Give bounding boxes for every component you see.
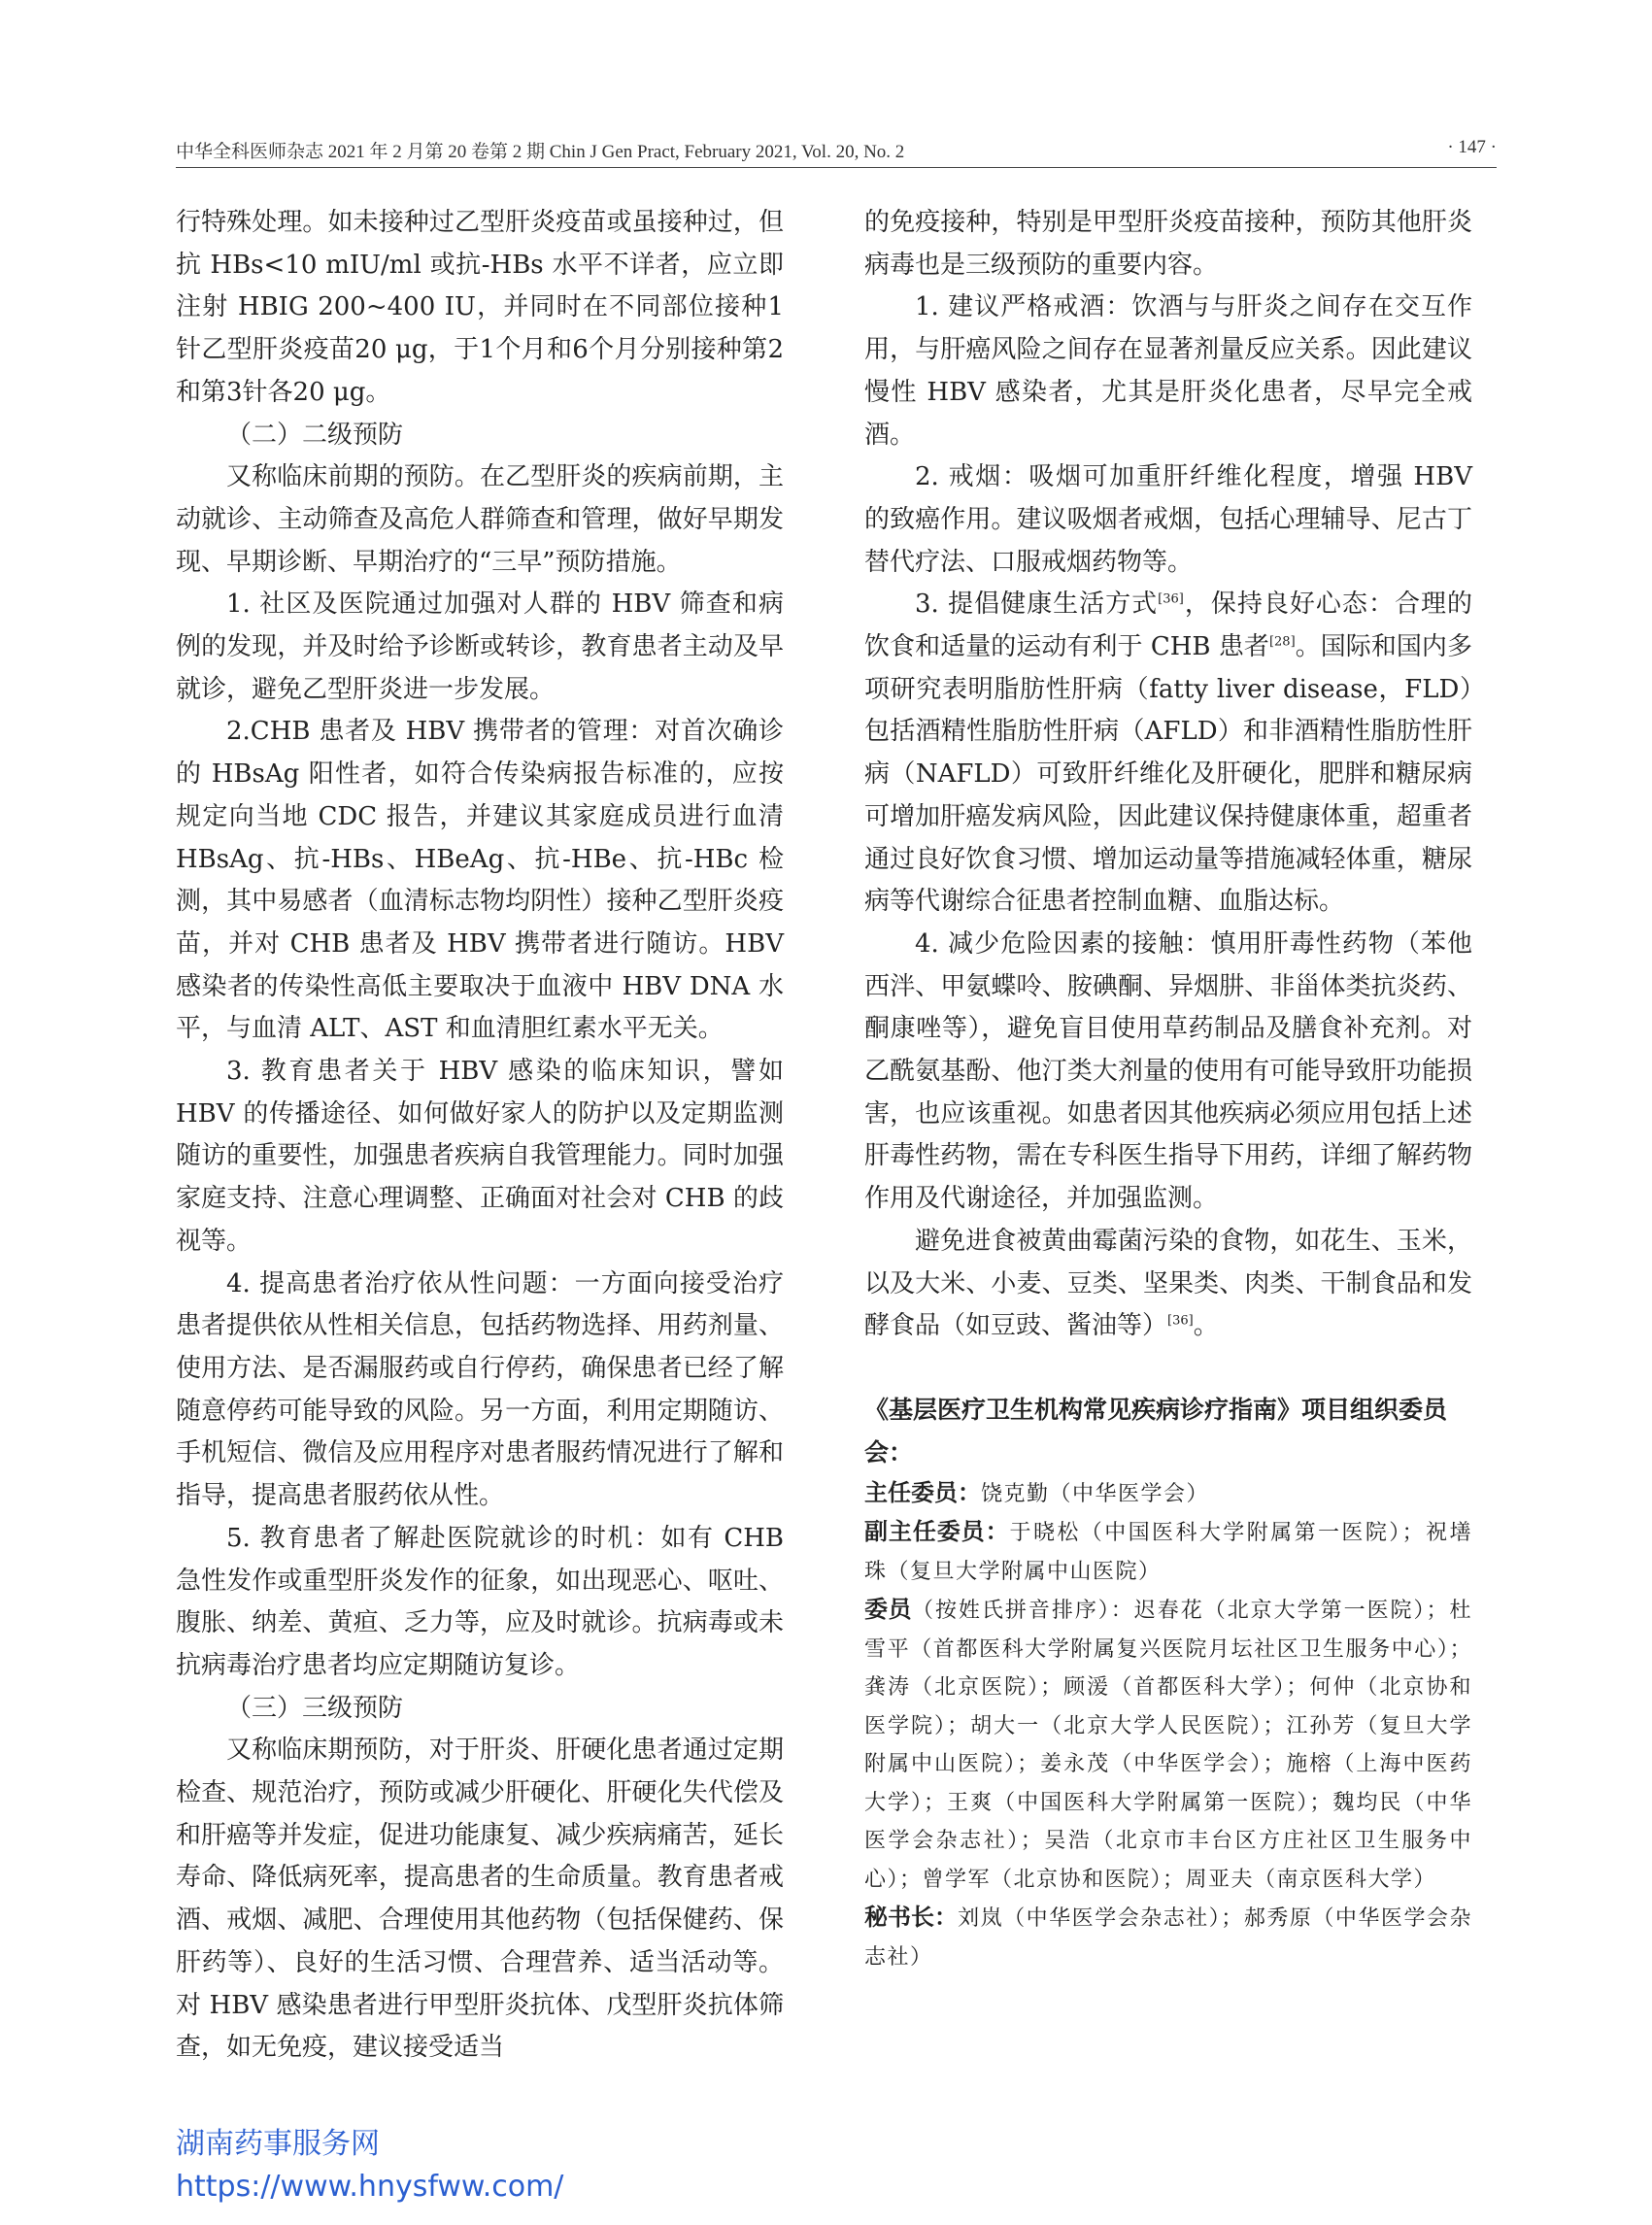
paragraph: 4. 减少危险因素的接触：慎用肝毒性药物（苯他西泮、甲氨蝶呤、胺碘酮、异烟肼、非甾体类抗炎药、酮康唑等），避免盲目使用草药制品及膳食补充剂。对乙酰氨基酚、他汀类大剂量的使用有可能导致肝功能损害，也应该重视。如患者因其他疾病必须应用包括上述肝毒性药物，需在专科医生指导下用药，详细了解药物作用及代谢途径，并加强监测。 — [864, 928, 1472, 1214]
paragraph: 4. 提高患者治疗依从性问题：一方面向接受治疗患者提供依从性相关信息，包括药物选择、用药剂量、使用方法、是否漏服药或自行停药，确保患者已经了解随意停药可能导致的风险。另一方面，利用定期随访、手机短信、微信及应用程序对患者服药情况进行了解和指导，提高患者服药依从性。 — [176, 1268, 784, 1511]
committee-chair — [864, 1474, 1472, 1514]
citation-ref: [36] — [1167, 1313, 1194, 1329]
section-heading: （二）二级预防 — [226, 420, 404, 450]
page-number: · 147 · — [1447, 137, 1497, 157]
paragraph: 1. 建议严格戒酒：饮酒与与肝炎之间存在交互作用，与肝癌风险之间存在显著剂量反应关系。因此建议慢性 HBV 感染者，尤其是肝炎化患者，尽早完全戒酒。 — [864, 292, 1472, 450]
citation-ref: [28] — [1268, 634, 1296, 650]
paragraph — [864, 584, 1472, 924]
secretary-names: 刘岚（中华医学会杂志社）；郝秀原（中华医学会杂志社） — [864, 1906, 1472, 1970]
paragraph: 1. 社区及医院通过加强对人群的 HBV 筛查和病例的发现，并及时给予诊断或转诊，教育患者主动及早就诊，避免乙型肝炎进一步发展。 — [176, 590, 784, 704]
committee-members — [864, 1591, 1472, 1899]
paragraph — [864, 1221, 1472, 1348]
members-label: 委员 — [864, 1596, 912, 1624]
journal-citation: 中华全科医师杂志 2021 年 2 月第 20 卷第 2 期 Chin J Gen Pract, February 2021, Vol. 20, No. 2 — [176, 142, 905, 162]
vice-label: 副主任委员： — [864, 1518, 1010, 1546]
paragraph-text: 。国际和国内多项研究表明脂肪性肝病（fatty liver disease，FLD）包括酒精性脂肪性肝病（AFLD）和非酒精性脂肪性肝病（NAFLD）可致肝纤维化及肝硬化，肥胖和糖尿病可增加肝癌发病风险，因此建议保持健康体重，超重者通过良好饮食习惯、增加运动量等措施减轻体重，糖尿病等代谢综合征患者控制血糖、血脂达标。 — [864, 632, 1472, 917]
paragraph-text: 。 — [1193, 1311, 1219, 1341]
running-header — [176, 131, 1497, 164]
paragraph: 又称临床期预防，对于肝炎、肝硬化患者通过定期检查、规范治疗，预防或减少肝硬化、肝硬化失代偿及和肝癌等并发症，促进功能康复、减少疾病痛苦，延长寿命、降低病死率，提高患者的生命质量。教育患者戒酒、戒烟、减肥、合理使用其他药物（包括保健药、保肝药等）、良好的生活习惯、合理营养、适当活动等。对 HBV 感染患者进行甲型肝炎抗体、戊型肝炎抗体筛查，如无免疫，建议接受适当 — [176, 1736, 784, 2063]
members-names: （按姓氏拼音排序）：迟春花（北京大学第一医院）；杜雪平（首都医科大学附属复兴医院月坛社区卫生服务中心）；龚涛（北京医院）；顾湲（首都医科大学）；何仲（北京协和医学院）；胡大一（北京大学人民医院）；江孙芳（复旦大学附属中山医院）；姜永茂（中华医学会）；施榕（上海中医药大学）；王爽（中国医科大学附属第一医院）；魏均民（中华医学会杂志社）；吴浩（北京市丰台区方庄社区卫生服务中心）；曾学军（北京协和医院）；周亚夫（南京医科大学） — [864, 1599, 1472, 1892]
right-column — [864, 202, 1472, 1976]
left-column — [176, 202, 784, 2070]
watermark-site-name: 湖南药事服务网 — [176, 2127, 380, 2161]
paragraph-text: 3. 提倡健康生活方式 — [915, 590, 1159, 620]
section-heading: （三）三级预防 — [226, 1693, 404, 1723]
site-watermark — [176, 2123, 563, 2208]
committee-vice — [864, 1513, 1472, 1591]
paragraph: 5. 教育患者了解赴医院就诊的时机：如有 CHB 急性发作或重型肝炎发作的征象，如出现恶心、呕吐、腹胀、纳差、黄疸、乏力等，应及时就诊。抗病毒或未抗病毒治疗患者均应定期随访复诊。 — [176, 1523, 784, 1680]
committee-title: 《基层医疗卫生机构常见疾病诊疗指南》项目组织委员会： — [864, 1395, 1448, 1466]
paragraph: 又称临床前期的预防。在乙型肝炎的疾病前期，主动就诊、主动筛查及高危人群筛查和管理，做好早期发现、早期诊断、早期治疗的“三早”预防措施。 — [176, 462, 784, 577]
committee-section — [864, 1389, 1472, 1977]
paragraph-text: 避免进食被黄曲霉菌污染的食物，如花生、玉米，以及大米、小麦、豆类、坚果类、肉类、干制食品和发酵食品（如豆豉、酱油等） — [864, 1226, 1472, 1341]
vice-names: 于晓松（中国医科大学附属第一医院）；祝墡珠（复旦大学附属中山医院） — [864, 1521, 1473, 1584]
paragraph: 2.CHB 患者及 HBV 携带者的管理：对首次确诊的 HBsAg 阳性者，如符合传染病报告标准的，应按规定向当地 CDC 报告，并建议其家庭成员进行血清 HBsAg、抗-HBs、HBeAg、抗-HBe、抗-HBc 检测，其中易感者（血清标志物均阴性）接种乙型肝炎疫苗，并对 CHB 患者及 HBV 携带者进行随访。HBV 感染者的传染性高低主要取决于血液中 HBV DNA 水平，与血清 ALT、AST 和血清胆红素水平无关。 — [176, 717, 784, 1044]
paragraph: 行特殊处理。如未接种过乙型肝炎疫苗或虽接种过，但抗 HBs<10 mIU/ml 或抗-HBs 水平不详者，应立即注射 HBIG 200~400 IU，并同时在不同部位接种1针乙型肝炎疫苗20 μg，于1个月和6个月分别接种第2和第3针各20 μg。 — [176, 208, 784, 407]
paragraph: 3. 教育患者关于 HBV 感染的临床知识，譬如 HBV 的传播途径、如何做好家人的防护以及定期监测随访的重要性，加强患者疾病自我管理能力。同时加强家庭支持、注意心理调整、正确面对社会对 CHB 的歧视等。 — [176, 1057, 784, 1256]
paragraph: 的免疫接种，特别是甲型肝炎疫苗接种，预防其他肝炎病毒也是三级预防的重要内容。 — [864, 208, 1472, 280]
paragraph-text: ，保持良好心态：合理的饮食和适量的运动有利于 CHB 患者 — [864, 590, 1472, 662]
chair-names: 饶克勤（中华医学会） — [981, 1481, 1210, 1506]
citation-ref: [36] — [1158, 591, 1184, 607]
paragraph: 2. 戒烟：吸烟可加重肝纤维化程度，增强 HBV 的致癌作用。建议吸烟者戒烟，包括心理辅导、尼古丁替代疗法、口服戒烟药物等。 — [864, 462, 1472, 577]
watermark-url: https://www.hnysfww.com/ — [176, 2170, 564, 2204]
chair-label: 主任委员： — [864, 1478, 981, 1506]
header-rule — [176, 167, 1497, 168]
secretary-label: 秘书长： — [864, 1904, 959, 1932]
committee-secretary — [864, 1899, 1472, 1976]
